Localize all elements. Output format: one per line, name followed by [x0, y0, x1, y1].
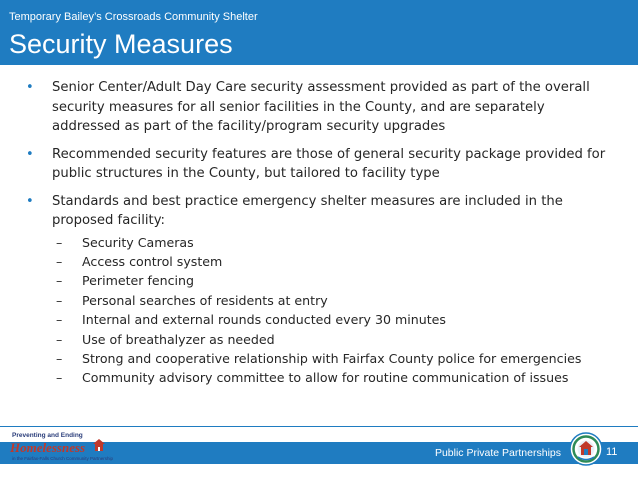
logo-line-1: Preventing and Ending [12, 432, 83, 439]
subitem [26, 349, 616, 368]
dash-icon: – [56, 370, 63, 386]
bullet-item [26, 78, 616, 137]
logo-line-3: in the Fairfax-Falls Church Community Partnership [12, 456, 114, 461]
subitem [26, 368, 616, 387]
bullet-text: Standards and best practice emergency shelter measures are included in the proposed facility: [52, 193, 563, 228]
subitem-list [26, 233, 616, 388]
subitem-text: Strong and cooperative relationship with Fairfax County police for emergencies [82, 350, 582, 366]
subitem [26, 252, 616, 271]
dash-icon: – [56, 273, 63, 289]
dash-icon: – [56, 312, 63, 328]
bullet-dot-icon: • [26, 146, 34, 162]
logo-line-2: Homelessness [10, 440, 86, 455]
subitem-text: Personal searches of residents at entry [82, 292, 328, 308]
subitem-text: Community advisory committee to allow for routine communication of issues [82, 370, 569, 386]
slide-title: Security Measures [9, 29, 233, 59]
subitem [26, 291, 616, 310]
subitem [26, 330, 616, 349]
bullet-text: Recommended security features are those of general security package provided for public structures in the County, but tailored to facility type [52, 146, 606, 181]
footer-text: Public Private Partnerships [434, 447, 561, 459]
house-icon [92, 438, 106, 452]
bullet-dot-icon: • [26, 80, 34, 95]
dash-icon: – [56, 292, 63, 308]
subitem-text: Security Cameras [82, 234, 194, 250]
slide-content [26, 78, 616, 388]
bullet-item [26, 192, 616, 231]
subitem-text: Perimeter fencing [82, 273, 195, 289]
homelessness-logo [8, 432, 114, 470]
subitem-text: Internal and external rounds conducted every 30 minutes [82, 312, 446, 328]
dash-icon: – [56, 331, 63, 347]
subitem-text: Use of breathalyzer as needed [82, 331, 275, 347]
bullet-dot-icon: • [26, 193, 34, 209]
subitem-text: Access control system [82, 253, 223, 269]
county-seal-icon [569, 432, 603, 466]
slide-header [0, 0, 638, 65]
page-number: 11 [606, 446, 618, 458]
footer-divider [0, 426, 638, 427]
bullet-text: Senior Center/Adult Day Care security assessment provided as part of the overall security measures for all senior facilities in the County, and are separately addressed as part of the facility/program security upgrades [52, 80, 590, 134]
slide-subtitle: Temporary Bailey’s Crossroads Community Shelter [9, 11, 258, 23]
subitem [26, 233, 616, 252]
subitem [26, 310, 616, 329]
dash-icon: – [56, 253, 63, 269]
bullet-item [26, 145, 616, 184]
dash-icon: – [56, 234, 63, 250]
subitem [26, 271, 616, 290]
dash-icon: – [56, 350, 63, 366]
